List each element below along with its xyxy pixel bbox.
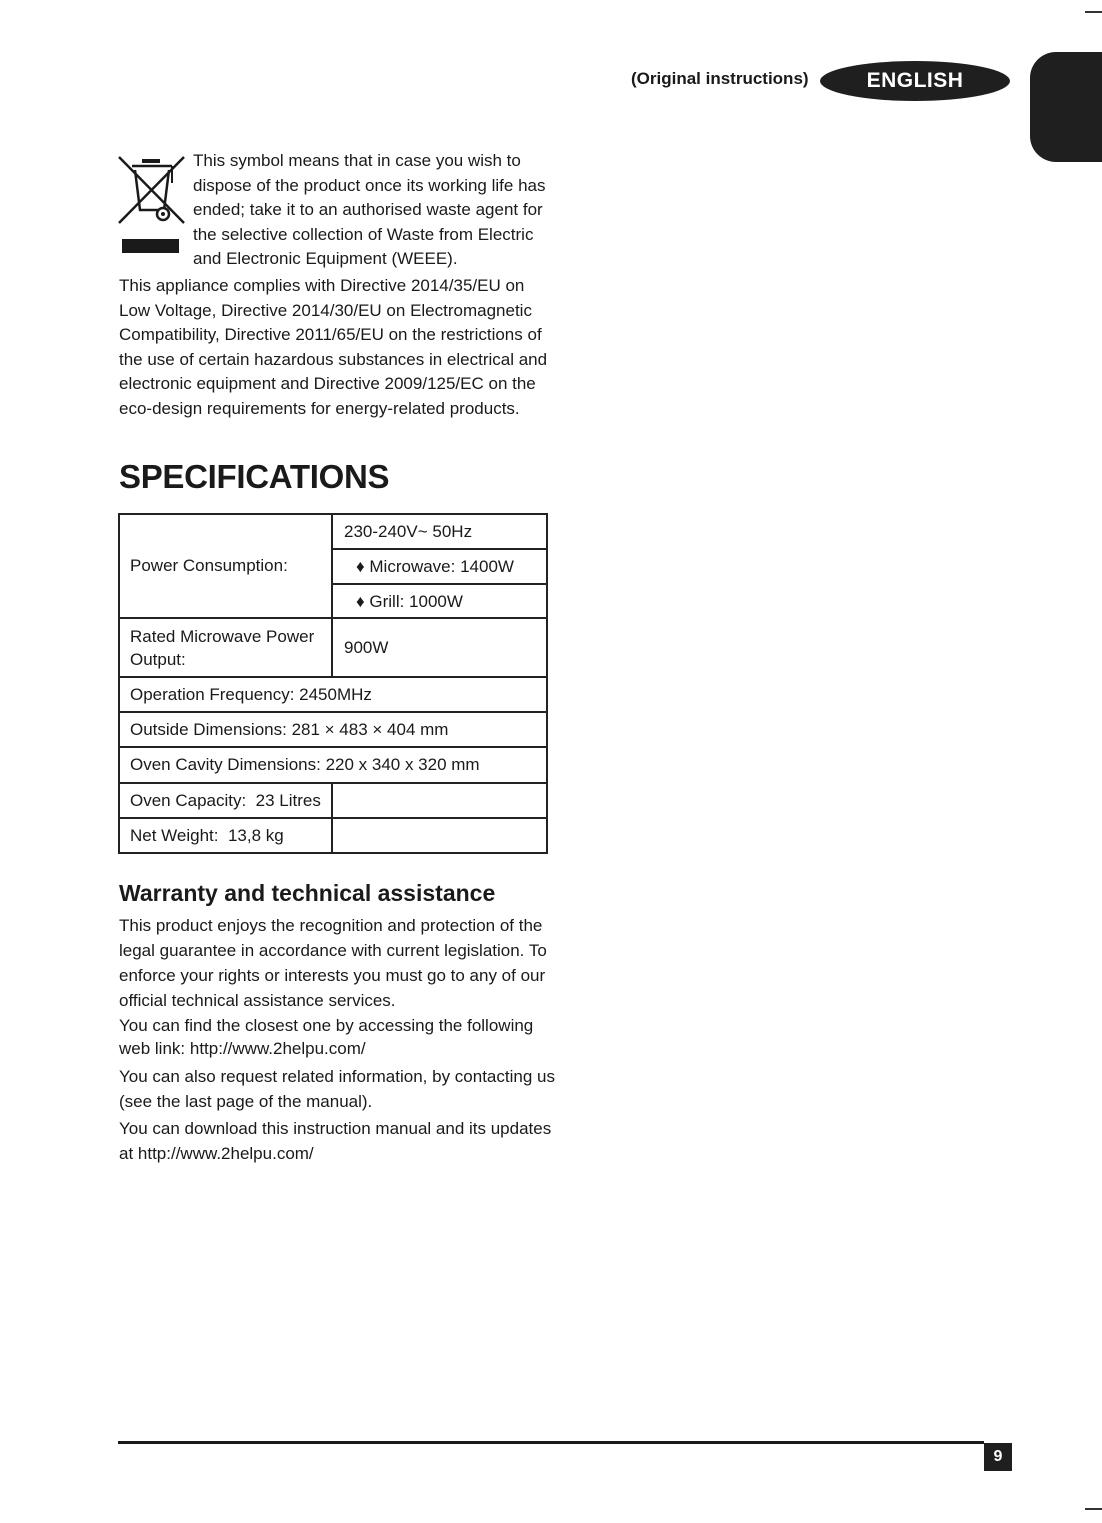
grill-power-value: ♦ Grill: 1000W [356, 591, 463, 611]
original-instructions-label: (Original instructions) [631, 69, 809, 88]
table-column-divider-upper [331, 513, 333, 677]
footer-rule [118, 1441, 984, 1444]
power-consumption-label: Power Consumption: [130, 556, 288, 575]
specifications-heading: SPECIFICATIONS [119, 458, 390, 495]
crossed-out-wheelie-bin-icon [116, 153, 188, 257]
cavity-dimensions: Oven Cavity Dimensions: 220 x 340 x 320 mm [130, 755, 480, 774]
rated-output-label: Rated Microwave Power Output: [130, 626, 315, 669]
operation-frequency: Operation Frequency: 2450MHz [130, 685, 372, 704]
warranty-paragraph-1: This product enjoys the recognition and protection of the legal guarantee in accordance with current legislation. To enforce your rights or interests you must go to any of our official technical assistance services. [119, 916, 547, 1010]
net-weight: Net Weight: 13,8 kg [130, 826, 284, 845]
specifications-table [118, 513, 548, 854]
page-number: 9 [984, 1443, 1012, 1471]
outside-dimensions: Outside Dimensions: 281 × 483 × 404 mm [130, 720, 449, 739]
warranty-paragraph-3: You can also request related information, by contacting us (see the last page of the manual). [119, 1067, 555, 1111]
oven-capacity: Oven Capacity: 23 Litres [130, 791, 321, 810]
warranty-paragraph-4: You can download this instruction manual and its updates at http://www.2helpu.com/ [119, 1119, 552, 1163]
rated-output-value: 900W [344, 638, 389, 657]
directive-compliance-text: This appliance complies with Directive 2014/35/EU on Low Voltage, Directive 2014/30/EU on Electromagnetic Compatibility, Directive 2011/65/EU on the restrictions of the use of certain hazardous substances in electrical and electronic equipment and Directive 2009/125/EC on the eco-design requirements for energy-related products. [119, 276, 548, 418]
voltage-value: 230-240V~ 50Hz [344, 521, 473, 541]
warranty-paragraph-2: You can find the closest one by accessing the following web link: http://www.2helpu.com/ [119, 1016, 534, 1058]
weee-disposal-text: This symbol means that in case you wish to dispose of the product once its working life has ended; take it to an authorised waste agent for the selective collection of Waste from Electric and Electronic Equipment (WEEE). [193, 151, 546, 268]
table-border-right [546, 513, 548, 854]
table-border-left [118, 513, 120, 854]
microwave-power-value: ♦ Microwave: 1400W [356, 557, 514, 576]
language-badge: ENGLISH [820, 61, 1010, 101]
section-tab-marker [1030, 52, 1102, 162]
page-edge-mark-bottom [1085, 1508, 1102, 1510]
page-edge-mark-top [1085, 11, 1102, 13]
warranty-heading: Warranty and technical assistance [119, 880, 496, 906]
